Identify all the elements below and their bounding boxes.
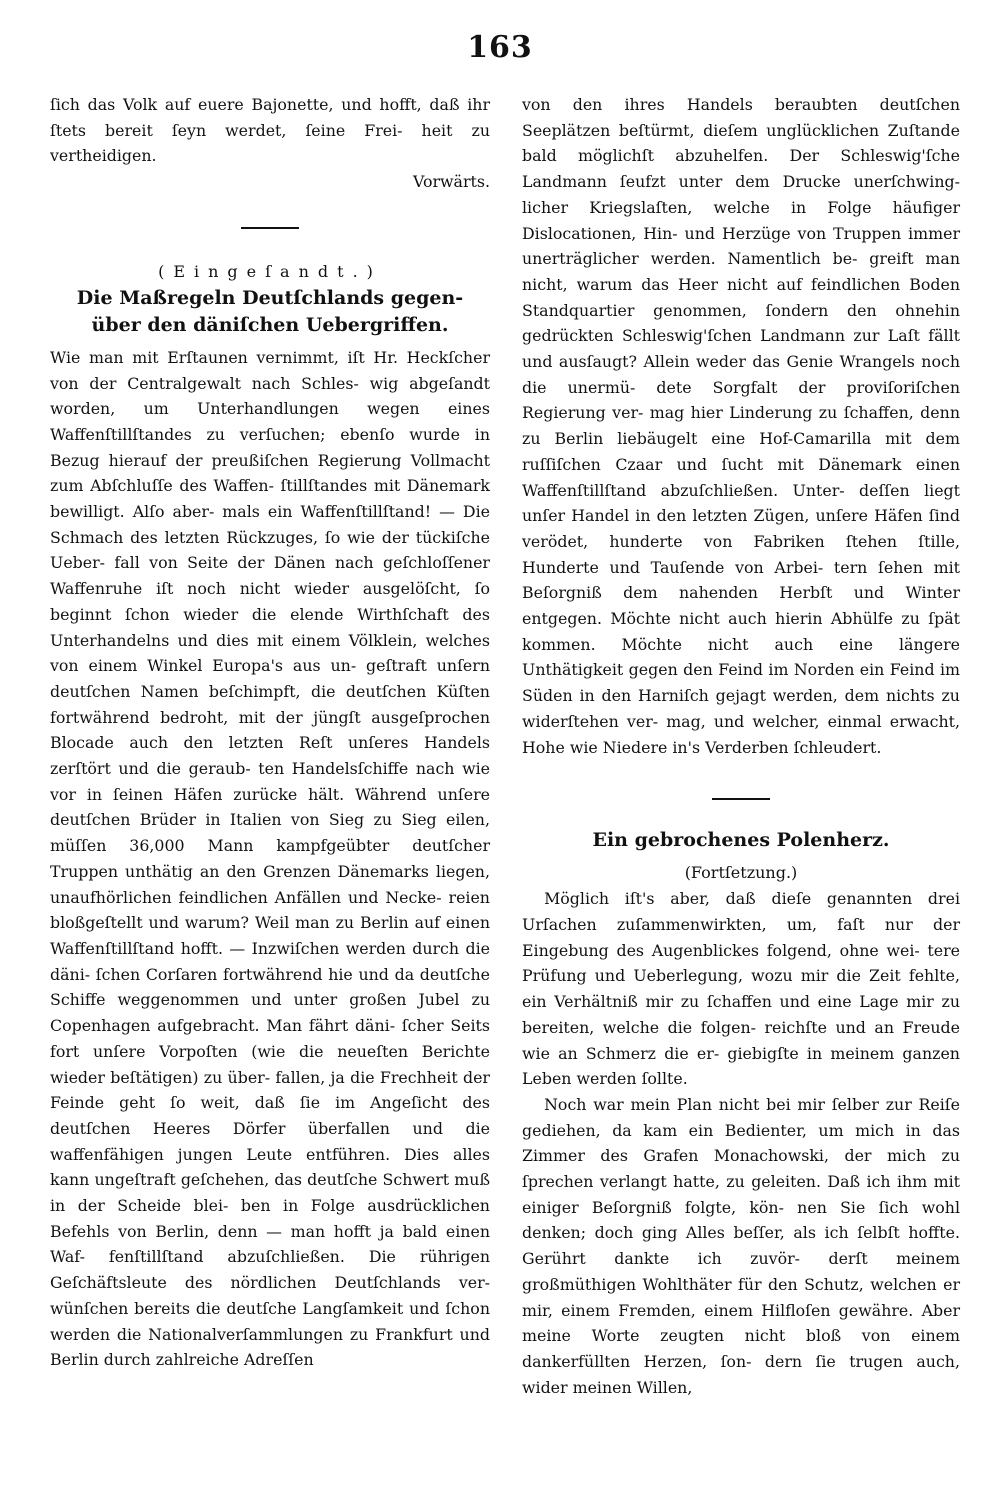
- story-title: Ein gebrochenes Polenherz.: [592, 829, 890, 852]
- submitted-label: (Eingeſandt.): [158, 261, 382, 281]
- left-column: [50, 92, 490, 1373]
- article-body-continued: von den ihres Handels beraubten deutſchen Seeplätzen beſtürmt, dieſem unglücklichen Zuſtande bald möglichſt abzuhelfen. Der Schleswig'ſche Landmann ſeufzt unter dem Drucke unerſchwing- licher Kriegslaſten, welche in Folge häufiger Dislocationen, Hin- und Herzüge von Truppen immer unerträglicher werden. Namentlich be- greift man nicht, warum das Heer nicht auf feindlichen Boden Standquartier genommen, ſondern den ohnehin gedrückten Schleswig'ſchen Landmann zur Laſt fällt und ausſaugt? Allein weder das Genie Wrangels noch die unermü- dete Sorgfalt der proviſoriſchen Regierung ver- mag hier Linderung zu ſchaffen, denn zu Berlin liebäugelt eine Hof-Camarilla mit dem ruſſiſchen Czaar und ſucht mit Dänemark einen Waffenſtillſtand abzuſchließen. Unter- deſſen liegt unſer Handel in den letzten Zügen, unſere Häfen ſind verödet, hunderte von Fabriken ſtehen ſtille, Hunderte und Tauſende von Arbei- tern ſehen mit Beſorgniß dem nahenden Herbſt und Winter entgegen. Möchte nicht auch hierin Abhülfe zu ſpät kommen. Möchte nicht auch eine längere Unthätigkeit gegen den Feind im Norden ein Feind im Süden in den Harniſch gejagt werden, dem nichts zu widerſtehen ver- mag, und welcher, einmal erwacht, Hohe wie Niedere in's Verderben ſchleudert.: [522, 95, 960, 757]
- section-divider-right: [712, 798, 770, 800]
- story-paragraph-2: Noch war mein Plan nicht bei mir ſelber zur Reiſe gediehen, da kam ein Bedienter, um mich in das Zimmer des Grafen Monachowski, der mich zu ſprechen verlangt hatte, zu geleiten. Daß ich ihm mit einiger Beſorgniß folgte, kön- nen Sie ſich wohl denken; doch ging Alles beſſer, als ich ſelbſt hoffte. Gerührt dankte ich zuvör- derſt meinem großmüthigen Wohlthäter für den Schutz, welchen er mir, einem Fremden, einem Hilfloſen gewähre. Aber meine Worte zeugten nicht bloß von einem dankerfüllten Herzen, ſon- dern ſie trugen auch, wider meinen Willen,: [522, 1094, 960, 1397]
- section-divider: [241, 227, 299, 229]
- story-paragraph-1: Möglich iſt's aber, daß dieſe genannten drei Urſachen zuſammenwirkten, um, faſt nur der Eingebung des Augenblickes folgend, ohne wei- tere Prüfung und Ueberlegung, wozu mir die Zeit fehlte, ein Verhältniß mir zu ſchaffen und eine Lage mir zu bereiten, welche die folgen- reichſte und an Freude wie an Schmerz die er- giebigſte in meinem ganzen Leben werden ſollte.: [522, 889, 960, 1089]
- story-subtitle: (Fortſetzung.): [684, 863, 798, 883]
- article-title: [50, 285, 490, 339]
- article-body-text: Wie man mit Erſtaunen vernimmt, iſt Hr. Heckſcher von der Centralgewalt nach Schles- wig abgeſandt worden, um Unterhandlungen wegen eines Waffenſtillſtandes zu verſuchen; ebenſo wurde in Bezug hierauf der preußiſchen Regierung Vollmacht zum Abſchluſſe des Waffen- ſtillſtandes mit Dänemark bewilligt. Alſo aber- mals ein Waffenſtillſtand! — Die Schmach des letzten Rückzuges, ſo wie der tückiſche Ueber- fall von Seite der Dänen nach geſchloſſener Waffenruhe iſt noch nicht wieder ausgelöſcht, ſo beginnt ſchon wieder die elende Wirthſchaft des Unterhandelns und dies mit einem Völklein, welches von einem Winkel Europa's aus un- geſtraft unſern deutſchen Namen beſchimpft, die deutſchen Küſten fortwährend bedroht, mit der jüngſt ausgeſprochen Blocade auch den letzten Reſt unſeres Handels zerſtört und die geraub- ten Handelsſchiffe nach wie vor in ſeinen Häfen zurücke hält. Während unſere deutſchen Brüder in Italien von Sieg zu Sieg eilen, müſſen 36,000 Mann kampfgeübter deutſcher Truppen unthätig an den Grenzen Dänemarks liegen, unaufhörlichen feindlichen Anfällen und Necke- reien bloßgeſtellt und warum? Weil man zu Berlin auf einen Waffenſtillſtand hofft. — Inzwiſchen werden durch die däni- ſchen Corſaren fortwährend hie und da deutſche Schiffe weggenommen und unter großen Jubel zu Copenhagen aufgebracht. Man fährt däni- ſcher Seits fort unſere Vorpoſten (wie die neueſten Berichte wieder beſtätigen) zu über- fallen, ja die Frechheit der Feinde geht ſo weit, daß ſie im Angeſicht des deutſchen Heeres Dörfer überfallen und die waffenfähigen jungen Leute entführen. Dies alles kann ungeſtraft geſchehen, das deutſche Schwert muß in der Scheide blei- ben in Folge ausdrücklichen Befehls von Berlin, denn — man hofft ja bald einen Waf- fenſtillſtand abzuſchließen. Die rührigen Geſchäftsleute des nördlichen Deutſchlands ver- wünſchen bereits die deutſche Langſamkeit und ſchon werden die Nationalverſammlungen zu Frankfurt und Berlin durch zahlreiche Adreſſen: [50, 347, 490, 1370]
- article-body: [50, 345, 490, 1373]
- page-number: 163: [467, 30, 533, 65]
- article-title-line-2: über den däniſchen Uebergriffen.: [91, 313, 449, 336]
- intro-signature: Vorwärts.: [413, 172, 490, 192]
- right-column: [522, 92, 960, 1400]
- article-title-line-1: Die Maßregeln Deutſchlands gegen-: [76, 286, 464, 309]
- intro-text: ſich das Volk auf euere Bajonette, und hofft, daß ihr ſtets bereit ſeyn werdet, ſeine Frei- heit zu vertheidigen.: [50, 95, 490, 166]
